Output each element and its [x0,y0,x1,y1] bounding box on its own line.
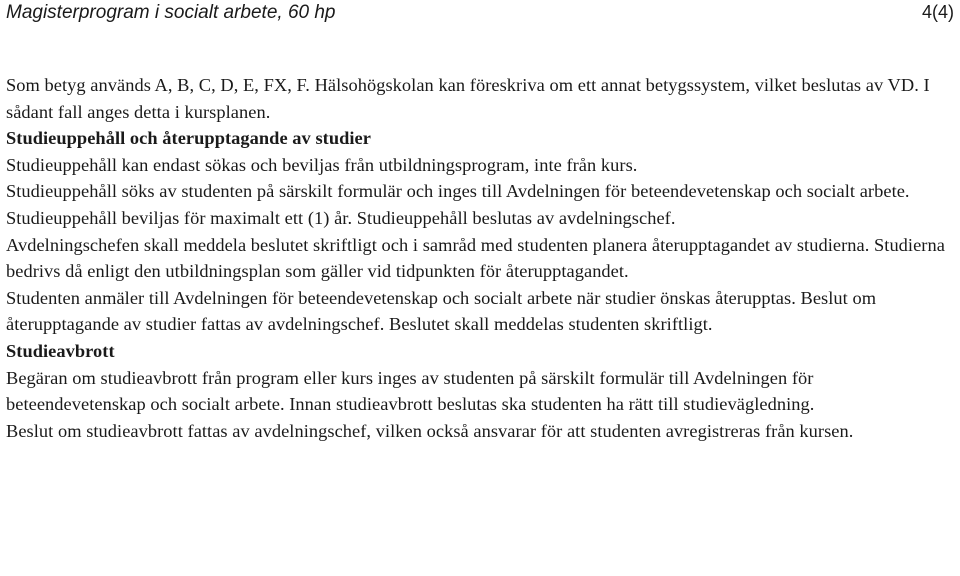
paragraph-study-break-scope: Studieuppehåll kan endast sökas och beviljas från utbildningsprogram, inte från kurs. [6,154,638,175]
paragraph-study-break-decision: Avdelningschefen skall meddela beslutet skriftligt och i samråd med studenten planera återupptagandet av studierna. Studierna bedrivs då enligt den utbildningsplan som gäller vid tidpunkten för återupptagandet. [6,234,945,282]
heading-study-break: Studieuppehåll och återupptagande av studier [6,128,371,149]
paragraph-study-break-duration: Studieuppehåll beviljas för maximalt ett (1) år. Studieuppehåll beslutas av avdelningschef. [6,207,676,228]
heading-dropout: Studieavbrott [6,340,115,361]
page-header [6,2,954,28]
paragraph-dropout-request: Begäran om studieavbrott från program eller kurs inges av studenten på särskilt formulär till Avdelningen för beteendevetenskap och socialt arbete. Innan studieavbrott beslutas ska studenten ha rätt till studievägledning. [6,367,815,415]
paragraph-resumption: Studenten anmäler till Avdelningen för beteendevetenskap och socialt arbete när studier önskas återupptas. Beslut om återupptagande av studier fattas av avdelningschef. Beslutet skall meddelas studenten skriftligt. [6,287,877,335]
paragraph-dropout-decision: Beslut om studieavbrott fattas av avdelningschef, vilken också ansvarar för att studenten avregistreras från kursen. [6,420,854,441]
document-title: Magisterprogram i socialt arbete, 60 hp [6,2,336,23]
paragraph-grading: Som betyg används A, B, C, D, E, FX, F. Hälsohögskolan kan föreskriva om ett annat betygssystem, vilket beslutas av VD. I sådant fall anges detta i kursplanen. [6,75,930,122]
document-body [6,72,950,444]
page-number: 4(4) [921,2,954,22]
paragraph-study-break-application: Studieuppehåll söks av studenten på särskilt formulär och inges till Avdelningen för beteendevetenskap och socialt arbete. [6,181,910,202]
